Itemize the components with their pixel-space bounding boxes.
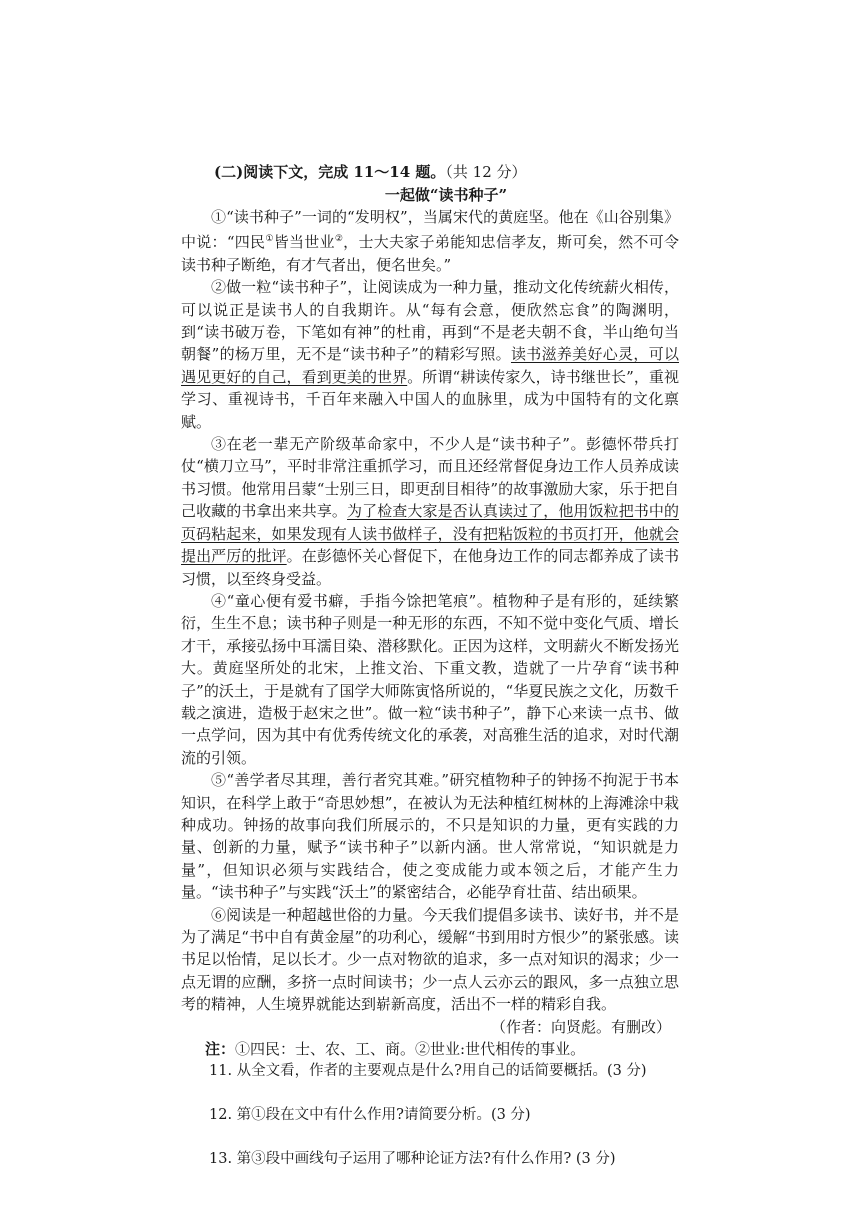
paragraph-3 — [181, 433, 679, 590]
article-title: 一起做“读书种子” — [384, 186, 508, 204]
underlined-sentence-3: 为了检查大家是否认真读过了，他用饭粒把书中的页码粘起来，如果发现有人读书做样子，没有把粘饭粒的书页打开，他就会提出严厉的批评 — [181, 502, 679, 566]
paragraph-1 — [181, 206, 679, 276]
paragraph-4: ④“童心便有爱书癖，手指今馀把笔痕”。植物种子是有形的，延续繁衍，生生不息；读书种子则是一种无形的东西，不知不觉中变化气质、增长才干，承接弘扬中耳濡目染、潜移默化。正因为这样，文明薪火不断发扬光大。黄庭坚所处的北宋，上推文治、下重文教，造就了一片孕育“读书种子”的沃土，于是就有了国学大师陈寅恪所说的，“华夏民族之文化，历数千载之演进，造极于赵宋之世”。做一粒“读书种子”，静下心来读一点书、做一点学问，因为其中有优秀传统文化的承袭，对高雅生活的追求，对时代潮流的引领。 — [181, 591, 679, 767]
question-11: 11. 从全文看，作者的主要观点是什么?用自己的话简要概括。(3 分) — [209, 1062, 647, 1079]
reading-section — [181, 160, 679, 1170]
notes-text: ①四民：士、农、工、商。②世业:世代相传的事业。 — [235, 1039, 586, 1058]
paragraph-5: ⑤“善学者尽其理，善行者究其难。”研究植物种子的钟扬不拘泥于书本知识，在科学上敢于“奇思妙想”，在被认为无法种植红树林的上海滩涂中栽种成功。钟扬的故事向我们所展示的，不只是知识的力量，更有实践的力量、创新的力量，赋予“读书种子”以新内涵。世人常常说，“知识就是力量”，但知识必须与实践结合，使之变成能力或本领之后，才能产生力量。“读书种子”与实践“沃土”的紧密结合，必能孕育壮苗、结出硕果。 — [181, 771, 679, 902]
attribution: （作者：向贤彪。有删改） — [490, 1017, 671, 1036]
paragraph-3-text-a: ③在老一辈无产阶级革命家中，不少人是“读书种子”。彭德怀带兵打仗“横刀立马”，平时非常注重抓学习，而且还经常督促身边工作人员养成读书习惯。他常用吕蒙“士别三日，即更刮目相待”的故事激励大家，乐于把自己收藏的书拿出来共享。 — [181, 435, 679, 521]
paragraph-1-text-a: ①“读书种子”一词的“发明权”，当属宋代的黄庭坚。他在《山谷别集》中说：“四民 — [181, 208, 679, 252]
paragraph-2 — [181, 276, 679, 433]
section-heading — [214, 160, 679, 184]
section-score: （共 12 分） — [445, 163, 527, 181]
footnote-marker-1: ① — [265, 234, 274, 245]
paragraph-1-text-c: ，士大夫家子弟能知忠信孝友，斯可矣，然不可令读书种子断绝，有才气者出，便名世矣。” — [181, 233, 679, 274]
paragraph-2-text-a: ②做一粒“读书种子”，让阅读成为一种力量，推动文化传统薪火相传，可以说正是读书人的自我期许。从“每有会意，便欣然忘食”的陶渊明，到“读书破万卷，下笔如有神”的杜甫，再到“不是老夫朝不食，半山绝句当朝餐”的杨万里，无不是“读书种子”的精彩写照。 — [181, 278, 679, 364]
footnote-marker-2: ② — [334, 234, 344, 245]
paragraph-3-text-b: 。在彭德怀关心督促下，在他身边工作的同志都养成了读书习惯，以至终身受益。 — [181, 547, 679, 588]
notes-label: 注： — [205, 1039, 236, 1058]
paragraph-6: ⑥阅读是一种超越世俗的力量。今天我们提倡多读书、读好书，并不是为了满足“书中自有黄金屋”的功利心，缓解“书到用时方恨少”的紧张感。读书足以怡情，足以长才。少一点对物欲的追求，多一点对知识的渴求；少一点无谓的应酬，多挤一点时间读书；少一点人云亦云的跟风，多一点独立思考的精神，人生境界就能达到崭新高度，活出不一样的精彩自我。 — [181, 905, 679, 1014]
notes — [205, 1038, 679, 1060]
paragraph-1-text-b: 皆当世业 — [273, 233, 335, 252]
paragraph-2-text-b: 。所谓“耕读传家久，诗书继世长”，重视学习、重视诗书，千百年来融入中国人的血脉里，成为中国特有的文化禀赋。 — [181, 367, 679, 431]
underlined-sentence-2: 读书滋养美好心灵，可以遇见更好的自己，看到更美的世界 — [181, 345, 679, 386]
question-13: 13. 第③段中画线句子运用了哪种论证方法?有什么作用? (3 分) — [209, 1150, 616, 1167]
question-12: 12. 第①段在文中有什么作用?请简要分析。(3 分) — [209, 1106, 531, 1123]
section-label: (二)阅读下文，完成 11～14 题。 — [214, 163, 446, 181]
